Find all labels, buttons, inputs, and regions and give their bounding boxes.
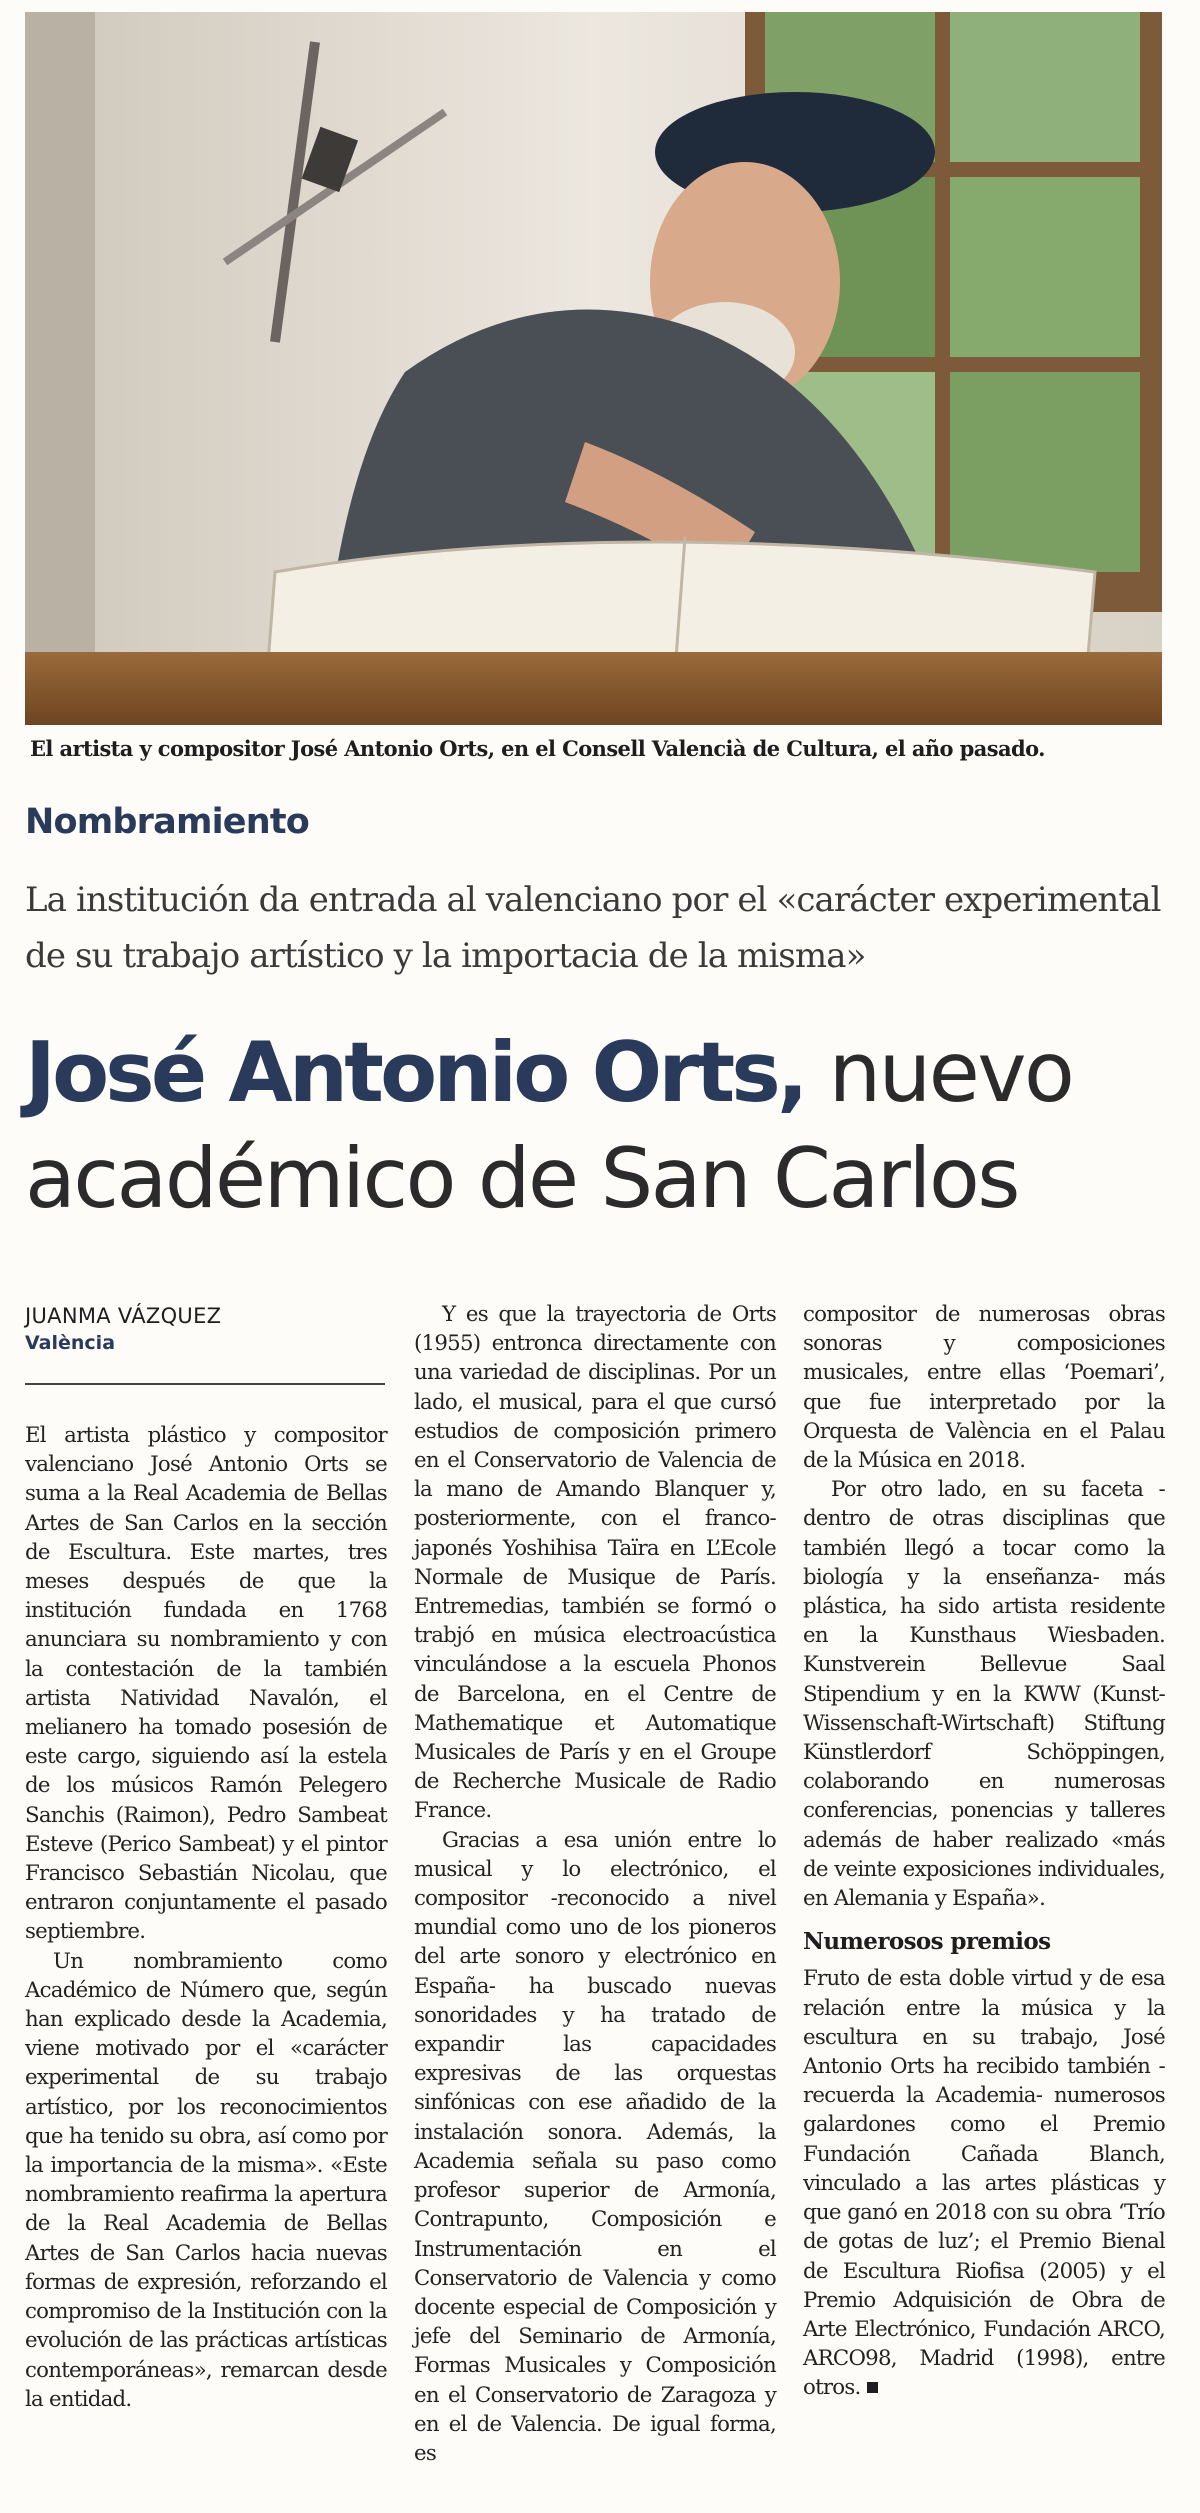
article-photo <box>25 12 1162 725</box>
paragraph: Y es que la trayectoria de Orts (1955) entronca directamente con una variedad de disciplinas. Por un lado, el musical, para el que cursó estudios de composición primero en el Conservatorio de Valencia de la mano de Amando Blanquer y, posteriormente, con el franco-japonés Yoshihisa Taïra en L’Ecole Normale de Musique de París. Entremedias, también se formó o trabjó en música electroacústica vinculándose a la escuela Phonos de Barcelona, en el Centre de Mathematique et Automatique Musicales de París y en el Groupe de Recherche Musicale de Radio France. <box>414 1302 776 1824</box>
article-column-3 <box>803 1300 1165 2403</box>
photo-icon <box>25 12 1162 725</box>
byline-divider <box>25 1383 385 1385</box>
author-name: JUANMA VÁZQUEZ <box>25 1304 222 1328</box>
paragraph: compositor de numerosas obras sonoras y composiciones musicales, entre ellas ‘Poemari’, que fue interpretado por la Orquesta de València en el Palau de la Música en 2018. <box>803 1302 1165 1474</box>
paragraph: Un nombramiento como Académico de Número que, según han explicado desde la Academia, viene motivado por el «carácter experimental de su trabajo artístico, por los reconocimientos que ha tenido su obra, así como por la importancia de la misma». «Este nombramiento reafirma la apertura de la Real Academia de Bellas Artes de San Carlos hacia nuevas formas de expresión, reforzando el compromiso de la Institución con la evolución de las prácticas artísticas contemporáneas», remarcan desde la entidad. <box>25 1948 387 2412</box>
headline-regular-1: nuevo <box>804 1024 1073 1121</box>
article-column-1 <box>25 1421 387 2414</box>
paragraph: Gracias a esa unión entre lo musical y lo electrónico, el compositor -reconocido a nivel mundial como uno de los pioneros del arte sonoro y electrónico en España- ha buscado nuevas sonoridades y ha tratado de expandir las capacidades expresivas de las orquestas sinfónicas con ese añadido de la instalación sonora. Además, la Academia señala su paso como profesor superior de Armonía, Contrapunto, Composición e Instrumentación en el Conservatorio de Valencia y como docente especial de Composición y jefe del Seminario de Armonía, Formas Musicales y Composición en el Conservatorio de Zaragoza y en el de Valencia. De igual forma, es <box>414 1827 776 2466</box>
paragraph: Por otro lado, en su faceta -dentro de otras disciplinas que también llegó a tocar como la biología y la enseñanza- más plástica, ha sido artista residente en la Kunsthaus Wiesbaden. Kunstverein Bellevue Saal Stipendium y en la KWW (Kunst-Wissenschaft-Wirtschaft) Stiftung Künstlerdorf Schöppingen, colaborando en numerosas conferencias, ponencias y talleres además de haber realizado «más de veinte exposiciones individuales, en Alemania y España». <box>803 1477 1165 1912</box>
headline-bold: José Antonio Orts, <box>25 1024 805 1121</box>
subtitle: La institución da entrada al valenciano por el «carácter experimental de su trabajo artístico y la importacia de la misma» <box>25 880 1161 976</box>
byline <box>25 1302 385 1356</box>
headline-regular-2: académico de San Carlos <box>25 1130 1019 1227</box>
subheading: Numerosos premios <box>803 1928 1051 1956</box>
article-column-2 <box>414 1300 776 2468</box>
final-text: Fruto de esta doble virtud y de esa relación entre la música y la escultura en su trabajo, José Antonio Orts ha recibido también -recuerda la Academia- numerosos galardones como el Premio Fundación Cañada Blanch, vinculado a las artes plásticas y que ganó en 2018 con su obra ‘Trío de gotas de luz’; el Premio Bienal de Escultura Riofisa (2005) y el Premio Adquisición de Obra de Arte Electrónico, Fundación ARCO, ARCO98, Madrid (1998), entre otros. <box>803 1966 1165 2401</box>
location: València <box>25 1332 116 1354</box>
end-of-article-icon <box>867 2382 878 2393</box>
section-label: Nombramiento <box>25 802 310 842</box>
photo-caption: El artista y compositor José Antonio Orts, en el Consell Valencià de Cultura, el año pasado. <box>30 736 1045 761</box>
paragraph: El artista plástico y compositor valenciano José Antonio Orts se suma a la Real Academia de Bellas Artes de San Carlos en la sección de Escultura. Este martes, tres meses después de que la institución fundada en 1768 anunciara su nombramiento y con la contestación de la también artista Natividad Navalón, el melianero ha tomado posesión de este cargo, siguiendo así la estela de los músicos Ramón Pelegero Sanchis (Raimon), Pedro Sambeat Esteve (Perico Sambeat) y el pintor Francisco Sebastián Nicolau, que entraron conjuntamente el pasado septiembre. <box>25 1423 387 1945</box>
headline <box>25 1020 1185 1232</box>
paragraph-final <box>803 1964 1165 2402</box>
